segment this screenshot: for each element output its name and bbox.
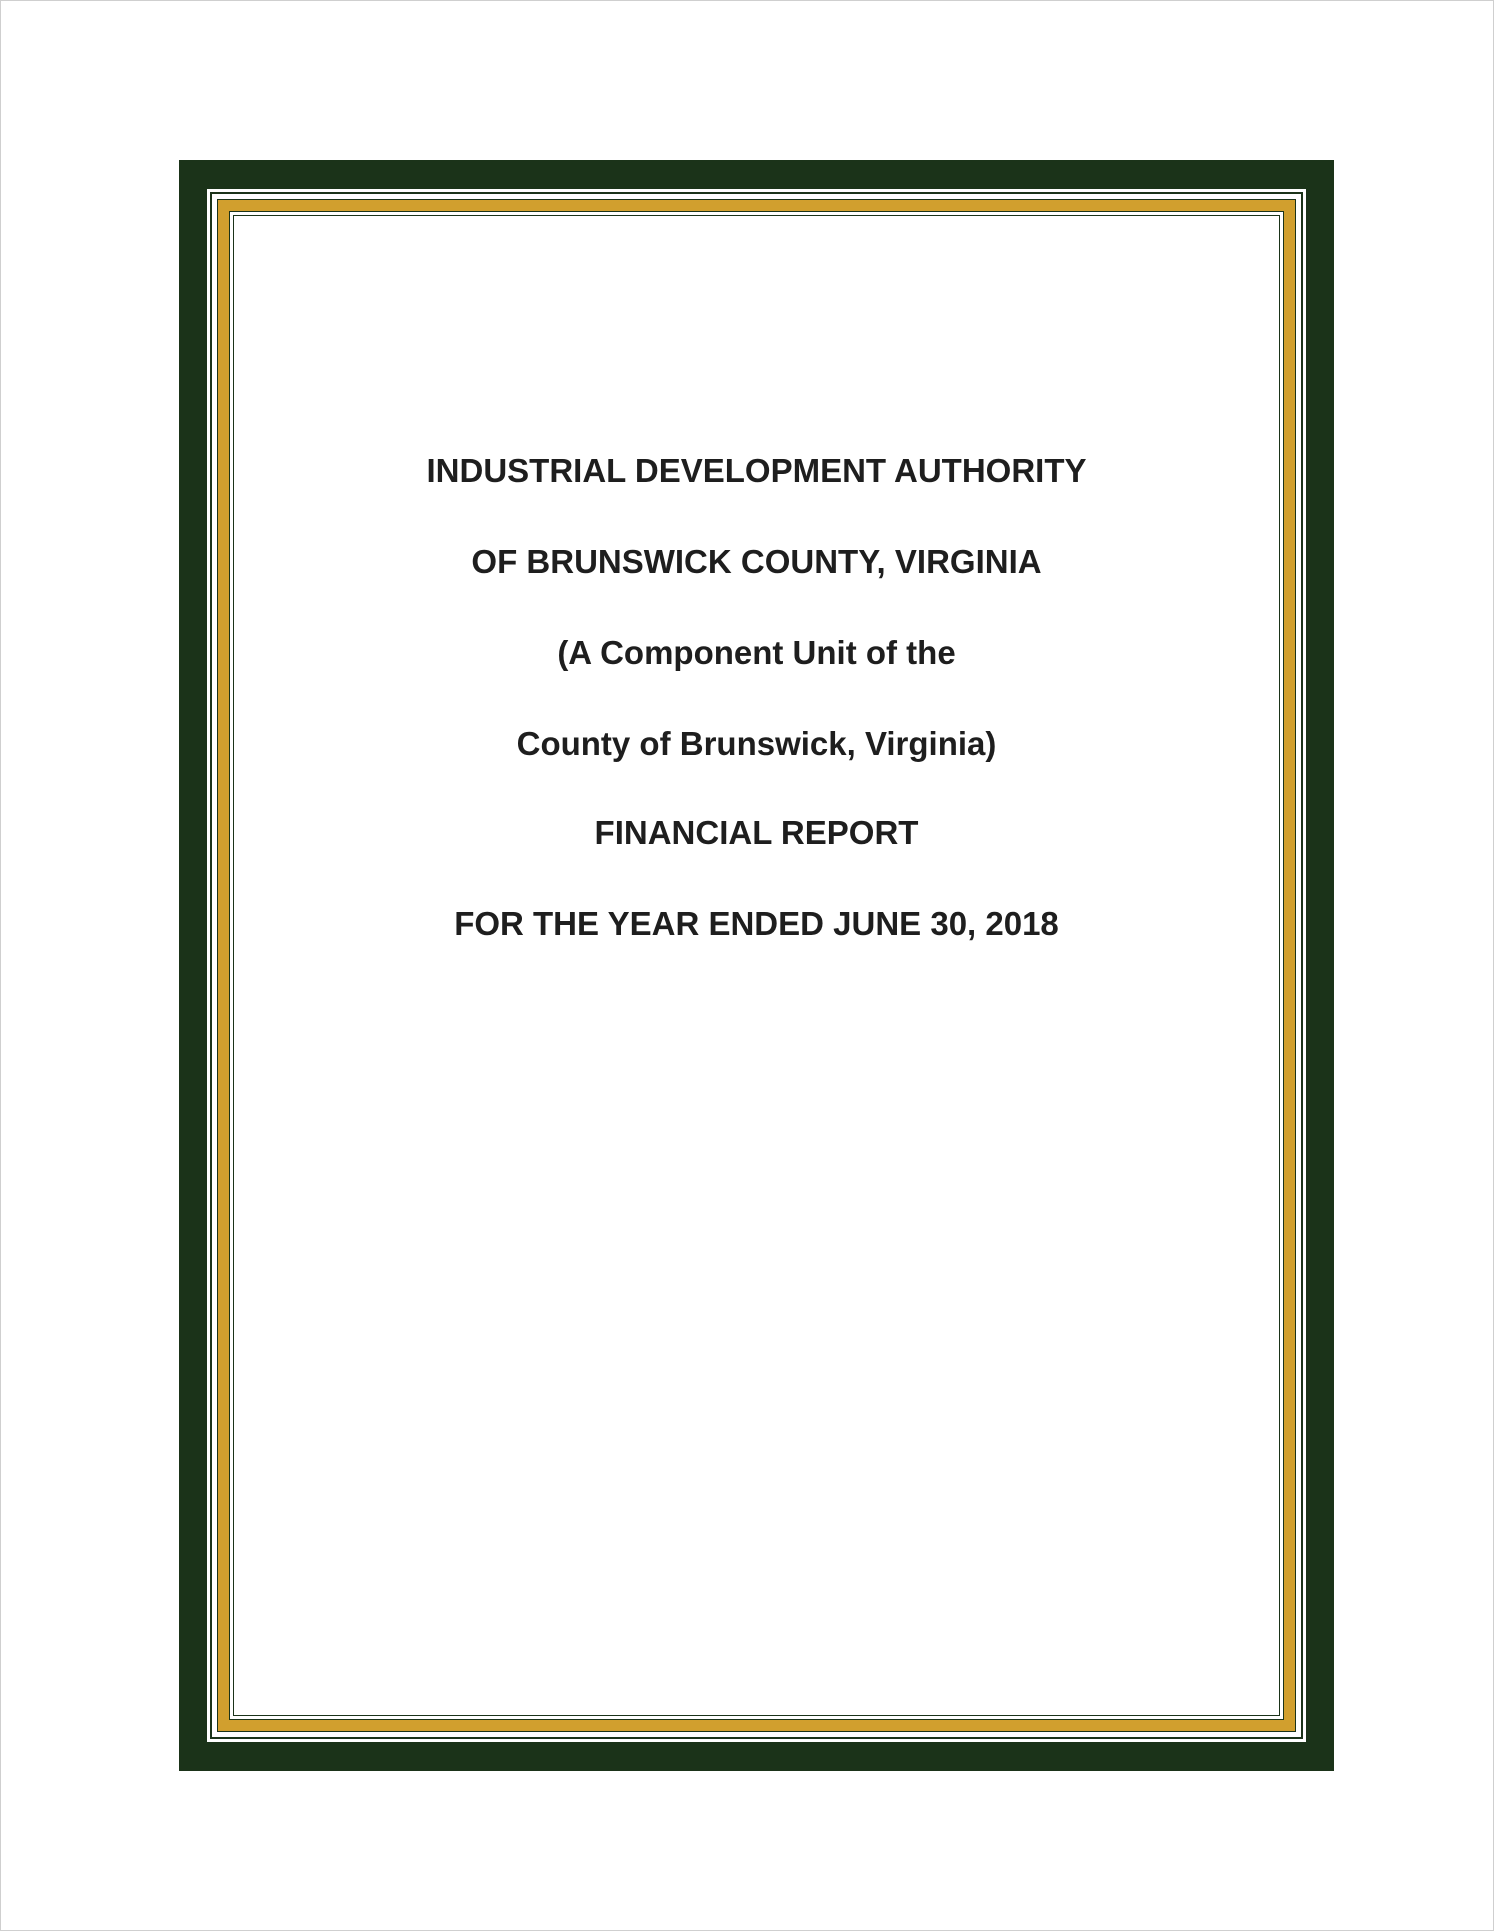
cover-content-area	[229, 211, 1284, 1720]
report-period: FOR THE YEAR ENDED JUNE 30, 2018	[454, 905, 1059, 942]
report-title: FINANCIAL REPORT	[594, 814, 919, 851]
organization-location: OF BRUNSWICK COUNTY, VIRGINIA	[471, 543, 1042, 580]
component-unit-note: (A Component Unit of the	[557, 634, 956, 671]
parent-government: County of Brunswick, Virginia)	[516, 725, 997, 762]
decorative-border-gold	[217, 199, 1296, 1732]
decorative-border-outer	[179, 160, 1334, 1771]
decorative-border-inner-line	[233, 215, 1280, 1716]
organization-name: INDUSTRIAL DEVELOPMENT AUTHORITY	[426, 452, 1087, 489]
decorative-border-white	[207, 189, 1306, 1742]
